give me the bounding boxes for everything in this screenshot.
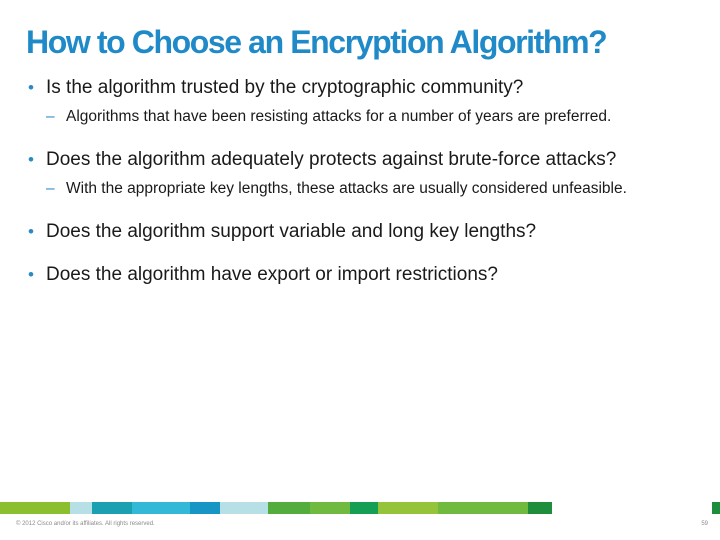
bullet-marker: • (28, 222, 34, 241)
stripe-segment (220, 502, 268, 514)
bullet-1-text: Is the algorithm trusted by the cryptographic community? (46, 77, 524, 98)
page-number: 59 (701, 521, 708, 527)
stripe-segment (552, 502, 712, 514)
bullet-4 (28, 263, 668, 286)
bullet-2 (28, 148, 668, 171)
sub-bullet-1 (28, 107, 668, 126)
sub-bullet-marker: – (46, 108, 55, 125)
stripe-segment (350, 502, 378, 514)
stripe-segment (0, 502, 70, 514)
sub-bullet-1-text: Algorithms that have been resisting attacks for a number of years are preferred. (66, 108, 612, 125)
bullet-2-text: Does the algorithm adequately protects against brute-force attacks? (46, 149, 617, 170)
stripe-segment (438, 502, 528, 514)
footer-color-stripe (0, 502, 720, 514)
bullet-3 (28, 220, 668, 243)
stripe-segment (268, 502, 310, 514)
sub-bullet-marker: – (46, 180, 55, 197)
copyright-text: © 2012 Cisco and/or its affiliates. All rights reserved. (16, 521, 155, 527)
bullet-marker: • (28, 265, 34, 284)
stripe-segment (190, 502, 220, 514)
sub-bullet-2-text: With the appropriate key lengths, these attacks are usually considered unfeasible. (66, 180, 627, 197)
stripe-segment (132, 502, 190, 514)
bullet-marker: • (28, 78, 34, 97)
stripe-segment (92, 502, 132, 514)
bullet-4-text: Does the algorithm have export or import restrictions? (46, 264, 498, 285)
bullet-1 (28, 76, 668, 99)
stripe-segment (70, 502, 92, 514)
sub-bullet-2 (28, 179, 668, 198)
stripe-segment (712, 502, 720, 514)
slide-title: How to Choose an Encryption Algorithm? (26, 24, 607, 60)
stripe-segment (528, 502, 552, 514)
slide-content (28, 76, 668, 286)
bullet-marker: • (28, 150, 34, 169)
stripe-segment (378, 502, 438, 514)
stripe-segment (310, 502, 350, 514)
bullet-3-text: Does the algorithm support variable and long key lengths? (46, 221, 537, 242)
